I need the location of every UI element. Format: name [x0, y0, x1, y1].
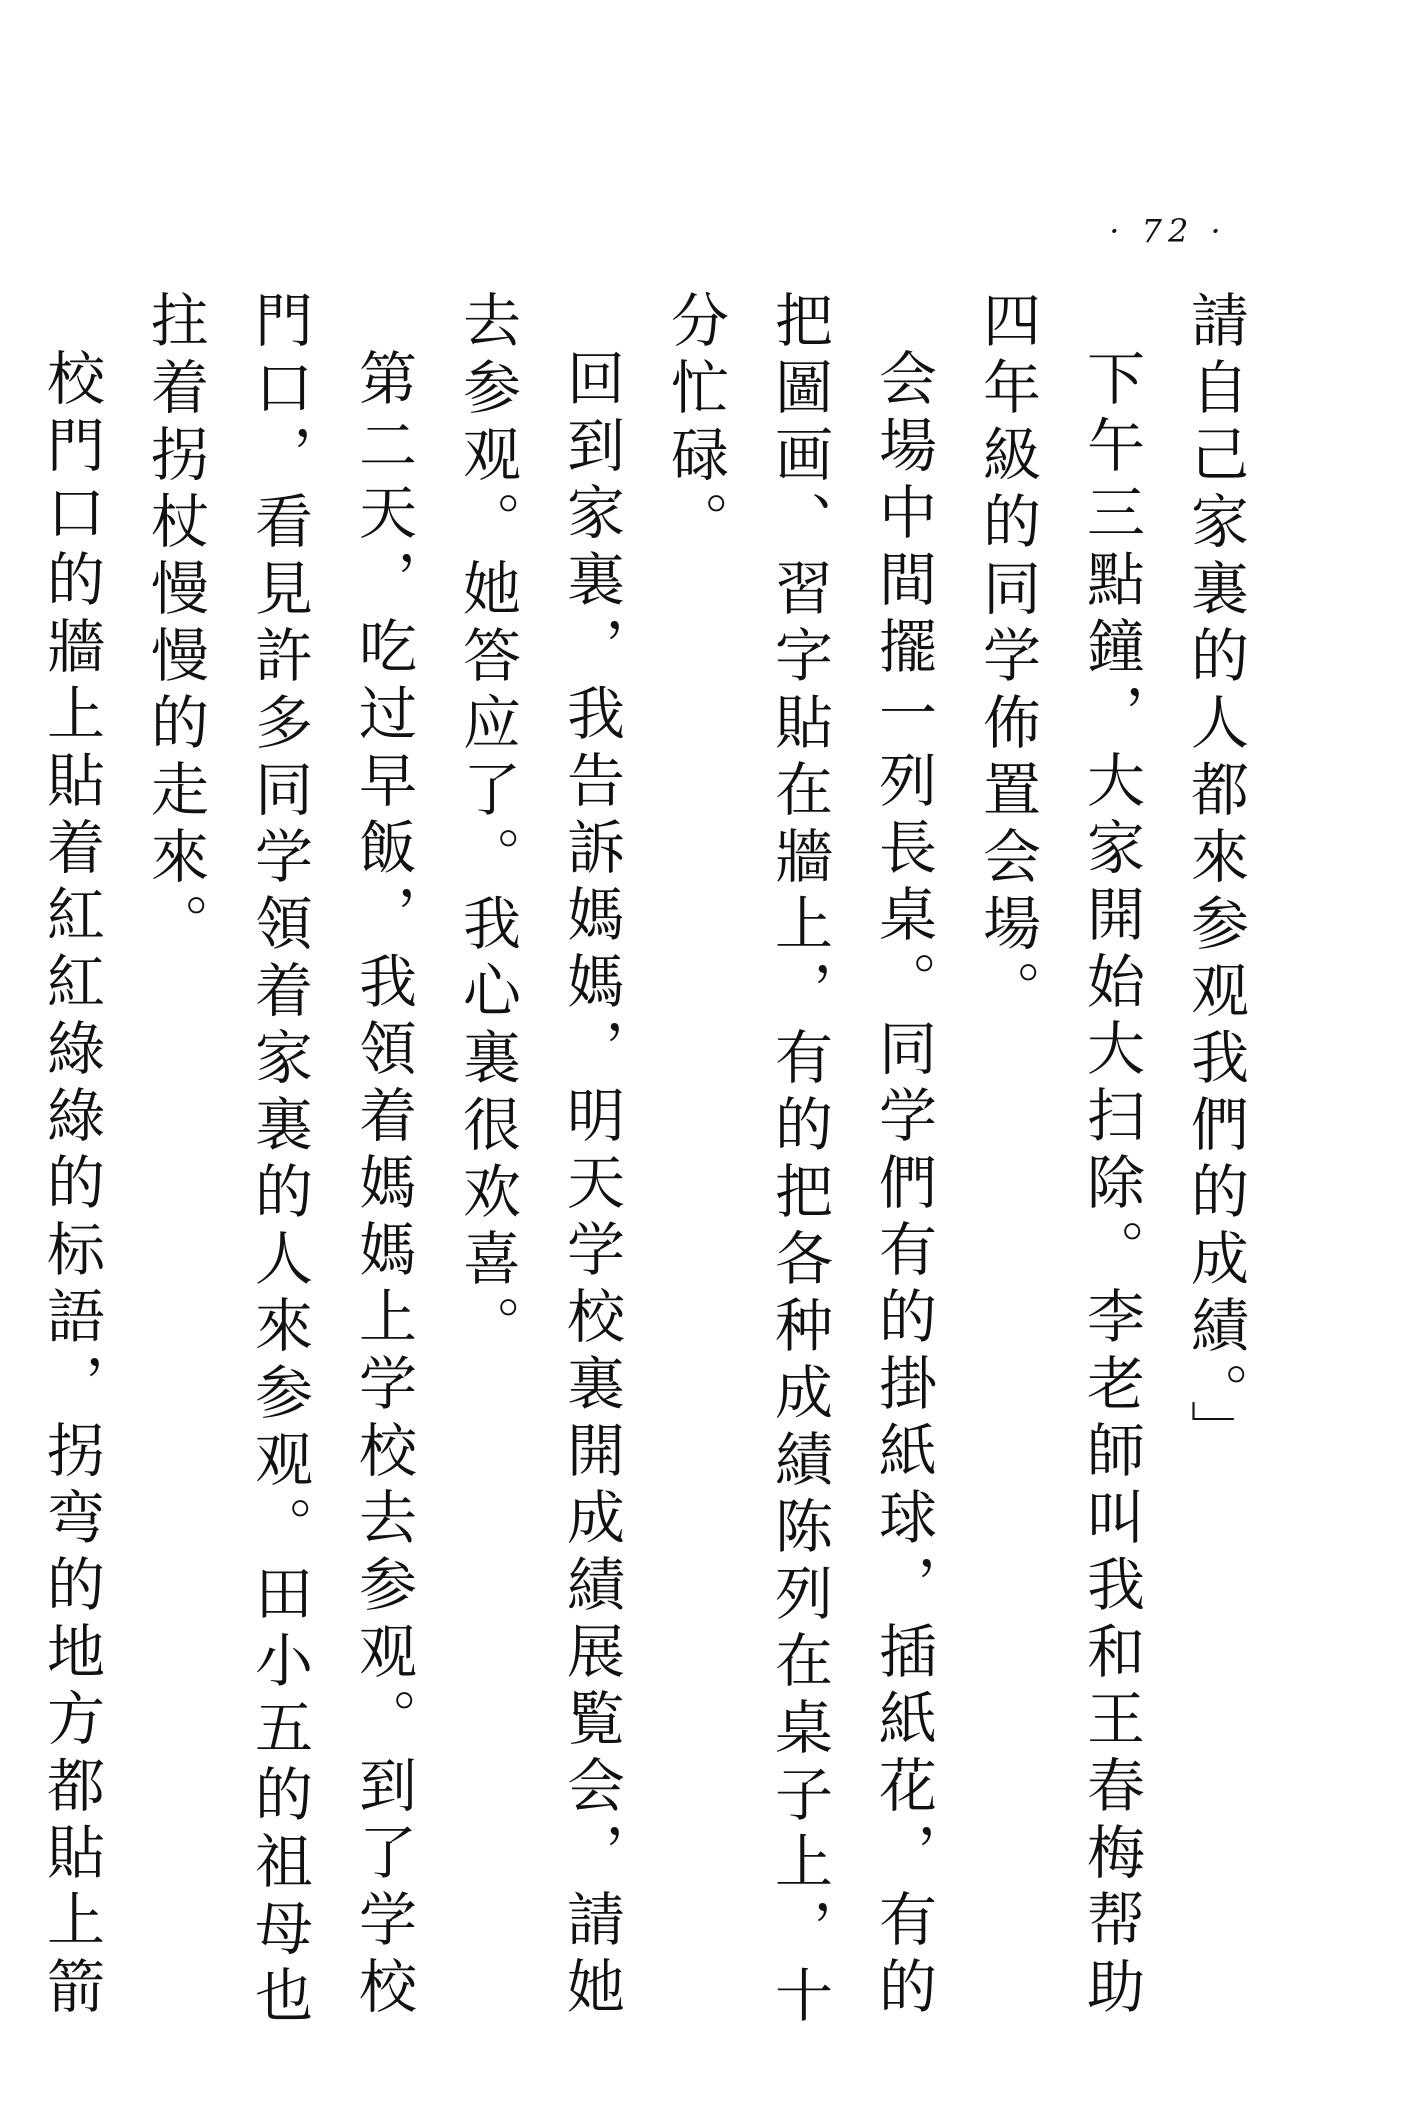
paragraph-5: 第二天，吃过早飯，我領着媽媽上学校去参观。到了学校門口，看見許多同学領着家裏的人來参观。田小五的祖母也拄着拐杖慢慢的走來。 [141, 290, 417, 2032]
paragraph-3: 会場中間擺一列長桌。同学們有的掛紙球，插紙花，有的把圖画、習字貼在牆上，有的把各种成績陈列在桌子上，十分忙碌。 [661, 290, 937, 2032]
vertical-text-body [0, 290, 1267, 2050]
paragraph-1: 請自己家裏的人都來参观我們的成績。」 [1181, 290, 1249, 1467]
paragraph-6: 校門口的牆上貼着紅紅綠綠的标語，拐弯的地方都貼上箭 [37, 348, 105, 2023]
page-number: · 72 · [1109, 212, 1227, 250]
paragraph-2: 下午三點鐘，大家開始大扫除。李老師叫我和王春梅帮助四年級的同学佈置会場。 [973, 290, 1145, 2023]
paragraph-4: 回到家裏，我告訴媽媽，明天学校裏開成績展覧会，請她去参观。她答应了。我心裏很欢喜。 [453, 290, 625, 2023]
